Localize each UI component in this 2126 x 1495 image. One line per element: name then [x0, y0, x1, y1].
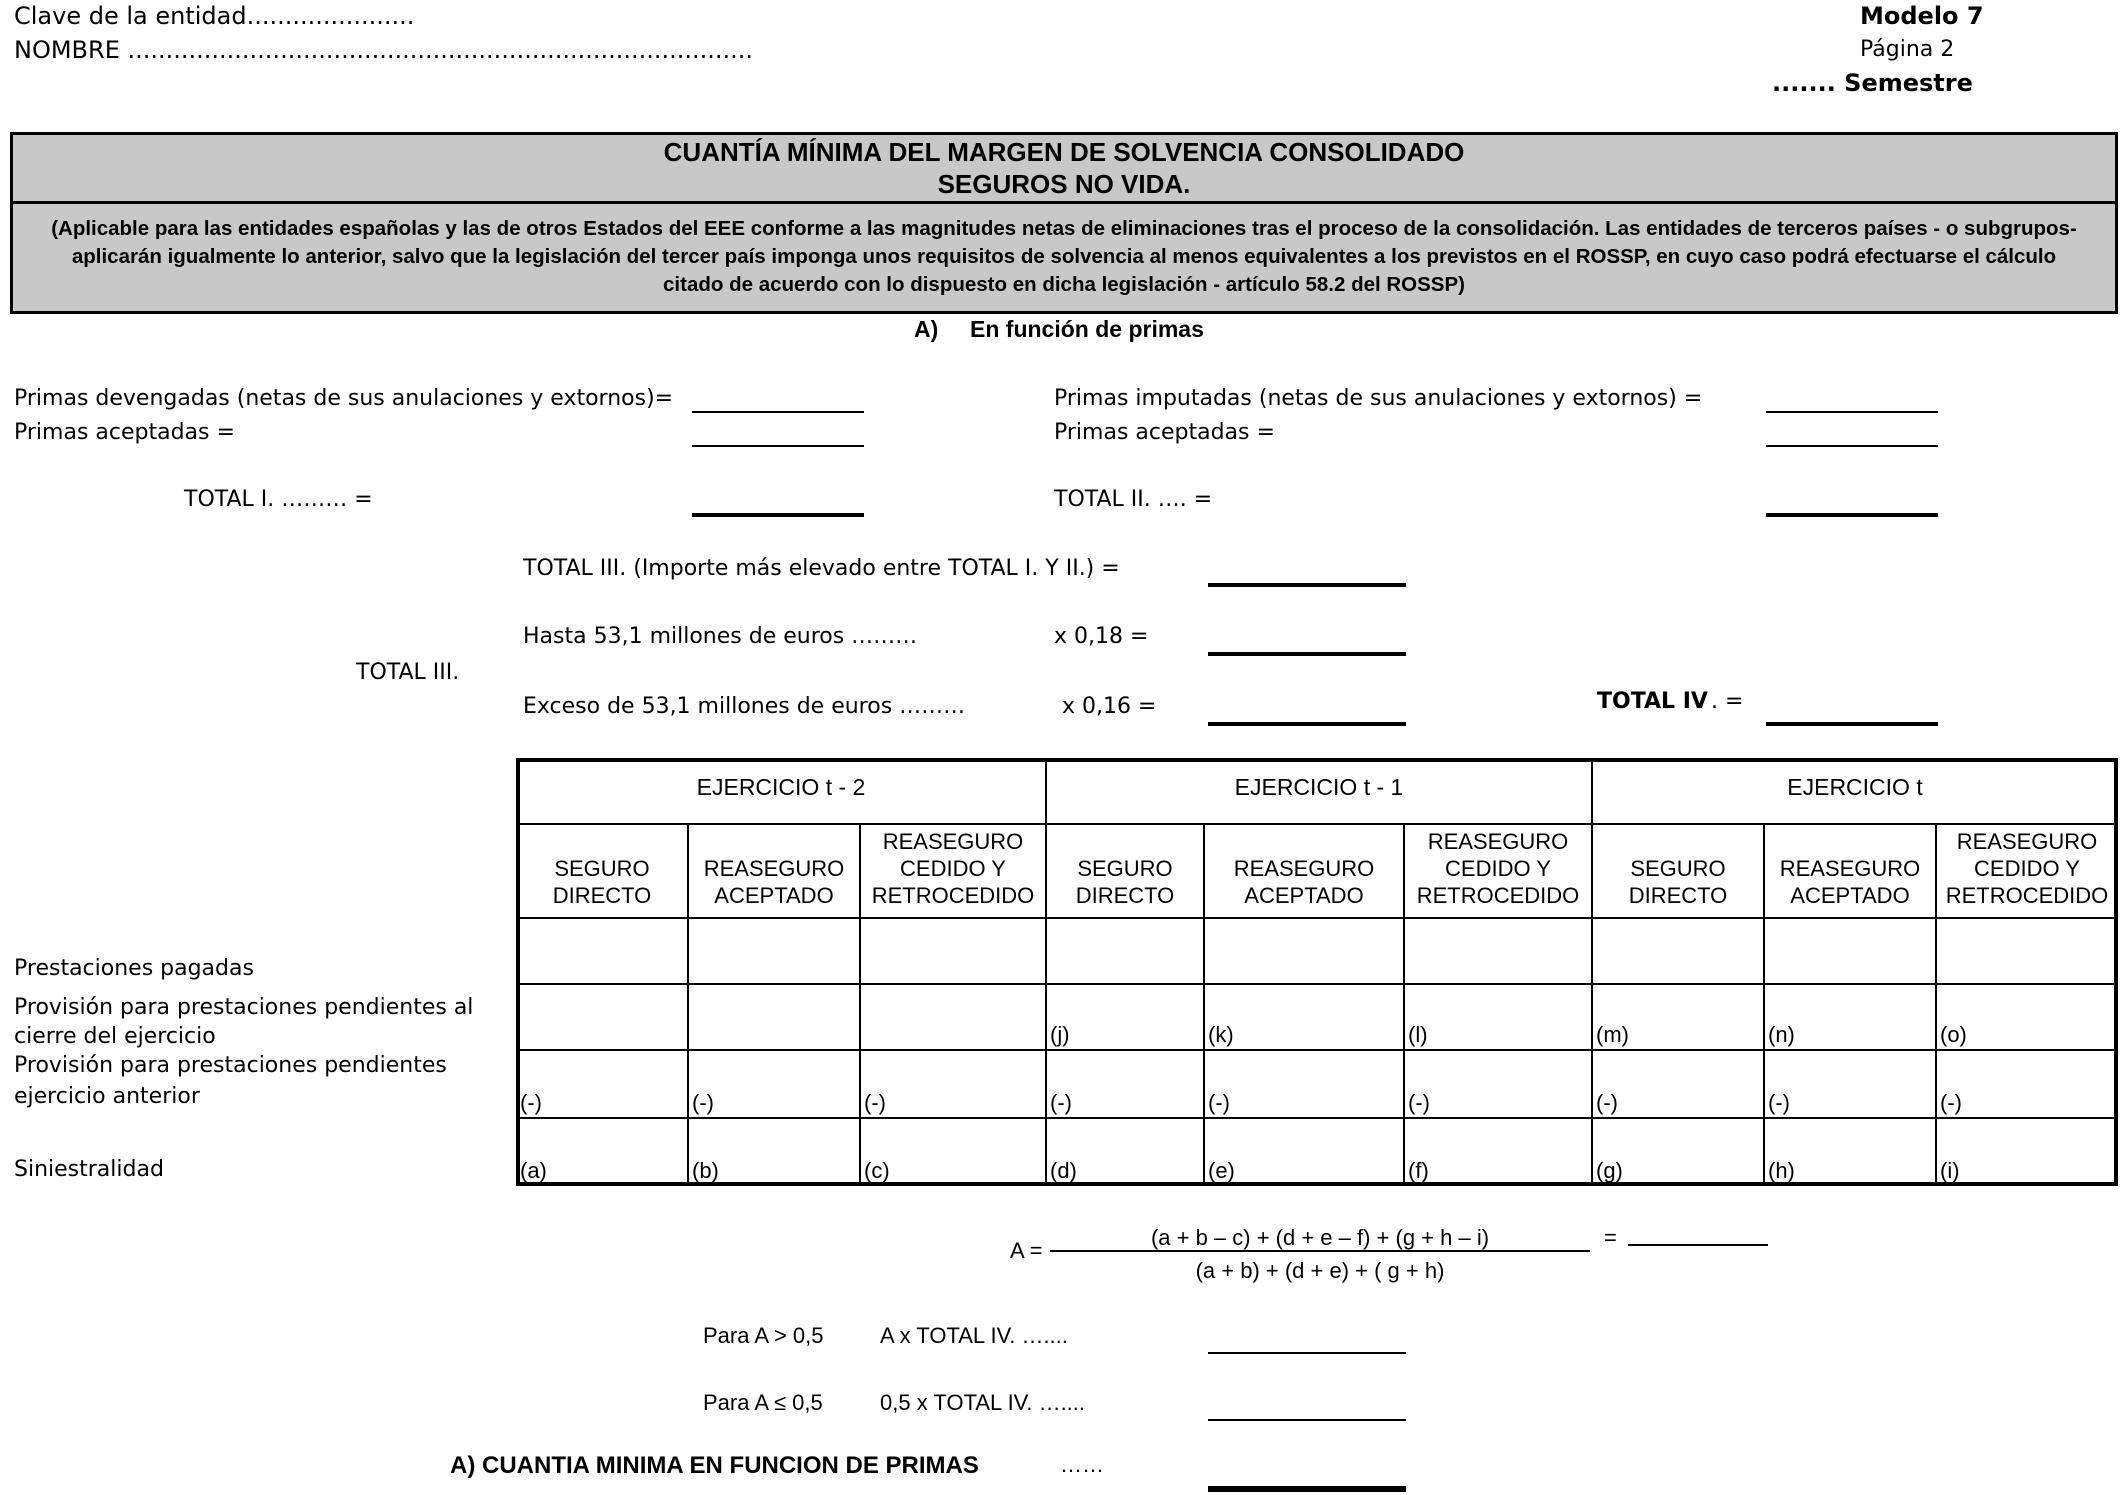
siniestralidad-table: [516, 758, 2118, 1186]
cell-siniestralidad[interactable]: [688, 1118, 860, 1186]
cell-provision-cierre[interactable]: [1764, 984, 1936, 1050]
subheader-line: REASEGURO: [882, 829, 1024, 854]
exceso-factor: x 0,16 =: [1062, 694, 1157, 719]
primas-imputadas-field[interactable]: [1766, 411, 1938, 413]
total-3-field[interactable]: [1208, 583, 1406, 587]
primas-imputadas-label: Primas imputadas (netas de sus anulaciones y extornos) =: [1054, 386, 1703, 411]
subheader-line: RETROCEDIDO: [871, 883, 1035, 908]
total-1-label: TOTAL I. ……… =: [184, 487, 373, 512]
cell-provision-anterior[interactable]: [1404, 1050, 1592, 1118]
cell-provision-cierre[interactable]: [1046, 984, 1204, 1050]
cell-provision-cierre[interactable]: [1936, 984, 2118, 1050]
cell-marker: (h): [1768, 1158, 1795, 1183]
cell-marker: (e): [1208, 1158, 1235, 1183]
section-letter: A): [914, 316, 939, 342]
cell-provision-anterior[interactable]: [688, 1050, 860, 1118]
cell-provision-anterior[interactable]: [860, 1050, 1046, 1118]
hasta-field[interactable]: [1208, 652, 1406, 656]
entity-code-label: Clave de la entidad......................: [14, 2, 415, 30]
cell-siniestralidad[interactable]: [860, 1118, 1046, 1186]
subheader-line: ACEPTADO: [1244, 883, 1364, 908]
cell-siniestralidad[interactable]: [1592, 1118, 1764, 1186]
cell-marker: (-): [1596, 1090, 1618, 1115]
cell-marker: (k): [1208, 1022, 1234, 1047]
cell-provision-anterior[interactable]: [1204, 1050, 1404, 1118]
subheader-line: REASEGURO: [1956, 829, 2098, 854]
ejercicio-header: EJERCICIO t - 2: [696, 774, 866, 800]
total-3-description: TOTAL III. (Importe más elevado entre TOTAL I. Y II.) =: [523, 556, 1120, 581]
subheader-seguro-directo: [516, 855, 688, 909]
cell-provision-cierre[interactable]: [1404, 984, 1592, 1050]
section-title: En función de primas: [970, 316, 1204, 342]
cell-marker: (-): [1768, 1090, 1790, 1115]
exceso-field[interactable]: [1208, 722, 1406, 726]
row-label-provision-cierre-1: Provisión para prestaciones pendientes al: [14, 995, 474, 1020]
cell-marker: (j): [1050, 1022, 1070, 1047]
cell-prestaciones-pagadas[interactable]: [1046, 918, 1204, 984]
cell-provision-anterior[interactable]: [516, 1050, 688, 1118]
entity-name-label: NOMBRE ..................................................................................: [14, 36, 754, 64]
condition-lesseq-label: Para A ≤ 0,5: [703, 1390, 823, 1415]
model-number: Modelo 7: [1860, 2, 1984, 30]
formula-result-field[interactable]: [1628, 1244, 1768, 1246]
cell-prestaciones-pagadas[interactable]: [1936, 918, 2118, 984]
total-2-label: TOTAL II. …. =: [1054, 487, 1213, 512]
ejercicio-header: EJERCICIO t: [1787, 774, 1923, 800]
row-label-prestaciones-pagadas: Prestaciones pagadas: [14, 956, 254, 981]
subheader-reaseguro-cedido: [1404, 828, 1592, 909]
condition-lesseq-calc: 0,5 x TOTAL IV. …....: [880, 1390, 1086, 1415]
formula-lhs: A =: [1010, 1238, 1043, 1263]
cell-marker: (g): [1596, 1158, 1623, 1183]
primas-aceptadas-left-label: Primas aceptadas =: [14, 420, 235, 445]
subheader-line: REASEGURO: [1427, 829, 1569, 854]
hasta-label: Hasta 53,1 millones de euros ………: [523, 624, 918, 649]
subheader-reaseguro-cedido: [1936, 828, 2118, 909]
cell-siniestralidad[interactable]: [1404, 1118, 1592, 1186]
condition-greater-label: Para A > 0,5: [703, 1323, 824, 1348]
cell-marker: (-): [1050, 1090, 1072, 1115]
subheader-line: ACEPTADO: [714, 883, 834, 908]
cell-siniestralidad[interactable]: [1936, 1118, 2118, 1186]
total-4-field[interactable]: [1766, 722, 1938, 726]
cell-prestaciones-pagadas[interactable]: [1204, 918, 1404, 984]
cell-prestaciones-pagadas[interactable]: [516, 918, 688, 984]
total-3-side-label: TOTAL III.: [356, 660, 460, 685]
cell-marker: (-): [520, 1090, 542, 1115]
row-label-provision-anterior-2: ejercicio anterior: [14, 1084, 200, 1109]
cell-siniestralidad[interactable]: [516, 1118, 688, 1186]
cell-siniestralidad[interactable]: [1204, 1118, 1404, 1186]
subheader-line: CEDIDO Y: [1974, 856, 2080, 881]
cell-prestaciones-pagadas[interactable]: [1592, 918, 1764, 984]
subheader-line: CEDIDO Y: [900, 856, 1006, 881]
primas-aceptadas-left-field[interactable]: [692, 445, 864, 447]
primas-aceptadas-right-field[interactable]: [1766, 445, 1938, 447]
subheader-reaseguro-aceptado: [1204, 855, 1404, 909]
cell-provision-cierre[interactable]: [688, 984, 860, 1050]
cell-marker: (n): [1768, 1022, 1795, 1047]
cell-marker: (a): [520, 1158, 547, 1183]
cell-marker: (-): [1408, 1090, 1430, 1115]
subheader-line: ACEPTADO: [1790, 883, 1910, 908]
ejercicio-header: EJERCICIO t - 1: [1234, 774, 1404, 800]
formula-denominator: (a + b) + (d + e) + ( g + h): [1195, 1258, 1445, 1283]
total-2-field[interactable]: [1766, 513, 1938, 517]
subheader-line: SEGURO: [554, 856, 650, 881]
cell-marker: (-): [1208, 1090, 1230, 1115]
final-result-dots: ……: [1060, 1452, 1104, 1477]
primas-aceptadas-right-label: Primas aceptadas =: [1054, 420, 1275, 445]
subheader-reaseguro-aceptado: [688, 855, 860, 909]
condition-lesseq-field[interactable]: [1208, 1419, 1406, 1421]
formula-rhs: =: [1604, 1225, 1617, 1250]
subheader-line: CEDIDO Y: [1445, 856, 1551, 881]
subheader-line: DIRECTO: [1628, 883, 1728, 908]
cell-marker: (c): [864, 1158, 890, 1183]
primas-devengadas-field[interactable]: [692, 411, 864, 413]
total-1-field[interactable]: [692, 513, 864, 517]
subheader-line: REASEGURO: [1233, 856, 1375, 881]
cell-marker: (-): [864, 1090, 886, 1115]
cell-marker: (-): [692, 1090, 714, 1115]
banner-note: (Aplicable para las entidades españolas y las de otros Estados del EEE conforme a las magnitudes netas de eliminaciones tras el proceso de la consolidación. Las entidades de terceros países - o subgrupos- aplicarán igualmente lo anterior, salvo que la legislación del tercer país imponga unos requisitos de solvencia al menos equivalentes a los previstos en el ROSSP, en cuyo caso podrá efectuarse el cálculo citado de acuerdo con lo dispuesto en dicha legislación - artículo 58.2 del ROSSP): [51, 217, 2077, 296]
cell-provision-anterior[interactable]: [1764, 1050, 1936, 1118]
cell-provision-anterior[interactable]: [1592, 1050, 1764, 1118]
exceso-label: Exceso de 53,1 millones de euros ………: [523, 694, 966, 719]
semester-label: ....... Semestre: [1772, 69, 1973, 97]
cell-marker: (d): [1050, 1158, 1077, 1183]
page-number: Página 2: [1860, 37, 1955, 62]
cell-prestaciones-pagadas[interactable]: [688, 918, 860, 984]
row-label-provision-anterior-1: Provisión para prestaciones pendientes: [14, 1053, 447, 1078]
title-banner: [10, 132, 2118, 314]
cell-marker: (i): [1940, 1158, 1960, 1183]
subheader-seguro-directo: [1592, 855, 1764, 909]
subheader-line: DIRECTO: [552, 883, 652, 908]
banner-title-line2: SEGUROS NO VIDA.: [937, 169, 1191, 199]
cell-provision-cierre[interactable]: [860, 984, 1046, 1050]
row-label-provision-cierre-2: cierre del ejercicio: [14, 1024, 216, 1049]
cell-marker: (f): [1408, 1158, 1429, 1183]
cell-provision-cierre[interactable]: [1592, 984, 1764, 1050]
subheader-reaseguro-aceptado: [1764, 855, 1936, 909]
cell-provision-anterior[interactable]: [1046, 1050, 1204, 1118]
hasta-factor: x 0,18 =: [1054, 624, 1149, 649]
subheader-line: SEGURO: [1077, 856, 1173, 881]
subheader-line: REASEGURO: [1779, 856, 1921, 881]
subheader-line: DIRECTO: [1075, 883, 1175, 908]
cell-marker: (m): [1596, 1022, 1629, 1047]
cell-provision-anterior[interactable]: [1936, 1050, 2118, 1118]
cell-siniestralidad[interactable]: [1764, 1118, 1936, 1186]
cell-provision-cierre[interactable]: [1204, 984, 1404, 1050]
subheader-line: REASEGURO: [703, 856, 845, 881]
condition-greater-field[interactable]: [1208, 1352, 1406, 1354]
cell-marker: (b): [692, 1158, 719, 1183]
table-row-line: [516, 823, 2118, 825]
subheader-line: RETROCEDIDO: [1945, 883, 2109, 908]
cell-marker: (o): [1940, 1022, 1967, 1047]
final-result-label: A) CUANTIA MINIMA EN FUNCION DE PRIMAS: [450, 1452, 979, 1479]
subheader-line: RETROCEDIDO: [1416, 883, 1580, 908]
cell-prestaciones-pagadas[interactable]: [860, 918, 1046, 984]
total-4-label: TOTAL IV: [1597, 689, 1708, 714]
formula-numerator: (a + b – c) + (d + e – f) + (g + h – i): [1150, 1225, 1490, 1250]
cell-siniestralidad[interactable]: [1046, 1118, 1204, 1186]
cell-provision-cierre[interactable]: [516, 984, 688, 1050]
row-label-siniestralidad: Siniestralidad: [14, 1157, 164, 1182]
banner-title-line1: CUANTÍA MÍNIMA DEL MARGEN DE SOLVENCIA CONSOLIDADO: [663, 137, 1465, 167]
cell-prestaciones-pagadas[interactable]: [1404, 918, 1592, 984]
subheader-reaseguro-cedido: [860, 828, 1046, 909]
total-4-equals: . =: [1711, 689, 1744, 714]
cell-prestaciones-pagadas[interactable]: [1764, 918, 1936, 984]
condition-greater-calc: A x TOTAL IV. …....: [880, 1323, 1068, 1348]
fraction-bar: [1050, 1250, 1590, 1252]
cell-marker: (-): [1940, 1090, 1962, 1115]
cell-marker: (l): [1408, 1022, 1428, 1047]
banner-divider: [13, 201, 2115, 204]
primas-devengadas-label: Primas devengadas (netas de sus anulaciones y extornos)=: [14, 386, 674, 411]
subheader-seguro-directo: [1046, 855, 1204, 909]
final-result-field[interactable]: [1208, 1486, 1406, 1492]
subheader-line: SEGURO: [1630, 856, 1726, 881]
